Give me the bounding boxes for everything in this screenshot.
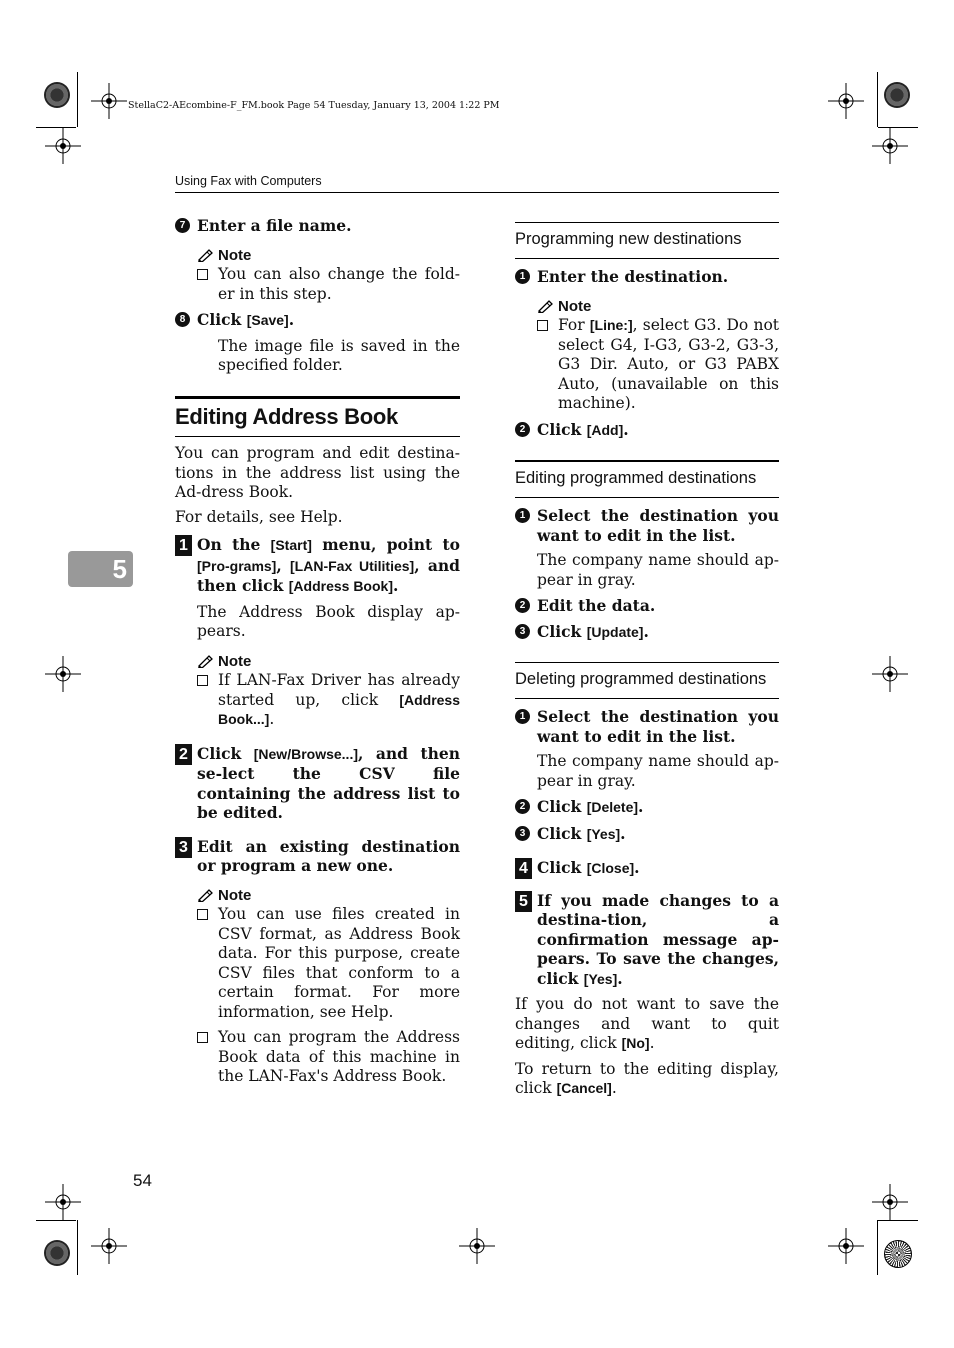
- step-5-body: [515, 995, 779, 1054]
- page-number: 54: [133, 1171, 152, 1190]
- step-number: 4: [515, 858, 532, 879]
- step-text: Click: [537, 858, 587, 877]
- header-rule: [175, 192, 779, 193]
- registration-mark: [91, 1228, 127, 1264]
- lan-fax-utilities-label: [LAN-Fax Utilities]: [290, 557, 415, 574]
- note-text: , select G3. Do not select G4, I-G3, G3-2, G3-3, G3 Dir. Auto, or G3 PABX Auto, (unavailable on this machine).: [558, 316, 779, 412]
- note-block: [175, 652, 460, 730]
- step-3: [175, 837, 460, 876]
- substep-text: Click: [537, 621, 587, 641]
- update-button-label: [Update]: [586, 623, 644, 640]
- step-4: [515, 858, 779, 879]
- details-paragraph: For details, see Help.: [175, 507, 343, 526]
- close-button-label: [Close]: [586, 860, 635, 876]
- step-number: 1: [175, 535, 192, 556]
- note-item: [537, 316, 779, 414]
- body-text: To return to the editing display, click: [515, 1059, 779, 1097]
- note-item: [197, 265, 460, 304]
- step-text: If you made changes to a destina-tion, a confirmation message ap-pears. To save the changes, click: [537, 890, 779, 988]
- pencil-icon: [197, 248, 215, 262]
- substep: [515, 707, 779, 746]
- punct: .: [634, 858, 640, 877]
- step-number: 2: [175, 744, 192, 765]
- checkbox-icon: [197, 1032, 208, 1043]
- step-text: , and then click: [197, 555, 460, 595]
- step-circle: 3: [515, 624, 530, 639]
- substep: [515, 420, 779, 441]
- step-circle: 2: [515, 799, 530, 814]
- substep-text: Click: [537, 823, 587, 843]
- registration-mark: [872, 1184, 908, 1220]
- step-circle: 8: [175, 312, 190, 327]
- note-block: [175, 886, 460, 1087]
- step-circle: 1: [515, 508, 530, 523]
- substep-text: Select the destination you want to edit in the list.: [537, 707, 779, 746]
- yes-button-label: [Yes]: [586, 825, 621, 842]
- registration-mark: [828, 83, 864, 119]
- subsection-title: Deleting programmed destinations: [515, 662, 779, 699]
- yes-button-label: [Yes]: [583, 970, 618, 987]
- punct: .: [620, 823, 626, 843]
- note-text: If LAN-Fax Driver has already started up, click: [218, 671, 460, 709]
- substep-text: Click: [537, 419, 587, 439]
- pencil-icon: [197, 654, 215, 668]
- note-item: [197, 1028, 460, 1087]
- substep-body: The company name should ap-pear in gray.: [537, 752, 779, 790]
- substep-text: Click: [197, 310, 247, 329]
- substep: [515, 596, 779, 616]
- step-circle: 1: [515, 709, 530, 724]
- note-label: Note: [218, 652, 252, 670]
- punct: .: [288, 310, 295, 329]
- note-item: [197, 905, 460, 1022]
- registration-disk: [884, 82, 910, 108]
- note-label: Note: [218, 886, 252, 904]
- step-5-body: [515, 1060, 779, 1099]
- substep: [515, 622, 779, 643]
- step-circle: 7: [175, 218, 190, 233]
- start-menu-label: [Start]: [270, 537, 312, 553]
- punct: .: [617, 968, 623, 988]
- step-text: ,: [276, 555, 291, 575]
- punct: .: [643, 621, 649, 641]
- punct: .: [623, 419, 629, 439]
- substep: [515, 797, 779, 818]
- note-heading: [197, 652, 460, 672]
- step-text: menu, point to: [311, 535, 460, 554]
- step-circle: 1: [515, 269, 530, 284]
- save-button-label: [Save]: [246, 312, 289, 328]
- substep-text: Edit the data.: [537, 596, 656, 615]
- substep-8-body: The image file is saved in the specified folder.: [218, 336, 460, 374]
- address-book-label: [Address Book]: [288, 578, 393, 594]
- substep-text: Select the destination you want to edit in the list.: [537, 506, 779, 545]
- registration-mark: [45, 1184, 81, 1220]
- punct: .: [269, 710, 275, 728]
- step-text: , and then se-lect the CSV file containing the address list to be edited.: [197, 743, 461, 822]
- step-circle: 3: [515, 826, 530, 841]
- step-circle: 2: [515, 422, 530, 437]
- note-text: You can use files created in CSV format, as Address Book data. For this purpose, create CSV files that conform to a certain format. For more information, see Help.: [218, 905, 460, 1021]
- section-title: Editing Address Book: [175, 396, 460, 438]
- checkbox-icon: [197, 675, 208, 686]
- substep-8: [175, 310, 460, 331]
- registration-mark: [45, 128, 81, 164]
- substep: [515, 267, 779, 287]
- step-text: Click: [197, 743, 254, 763]
- subsection-title: Editing programmed destinations: [515, 460, 779, 498]
- registration-mark: [45, 656, 81, 692]
- checkbox-icon: [537, 320, 548, 331]
- note-heading: [197, 246, 460, 266]
- pencil-icon: [197, 888, 215, 902]
- checkbox-icon: [197, 909, 208, 920]
- step-text: On the: [197, 535, 271, 554]
- print-info-line: StellaC2-AEcombine-F_FM.book Page 54 Tuesday, January 13, 2004 1:22 PM: [128, 100, 500, 111]
- step-5: [515, 891, 779, 990]
- chapter-tab: 5: [68, 551, 133, 587]
- delete-button-label: [Delete]: [586, 799, 639, 815]
- pencil-icon: [537, 299, 555, 313]
- registration-disk: [44, 82, 70, 108]
- substep-text: Click: [537, 797, 587, 816]
- add-button-label: [Add]: [586, 421, 624, 438]
- programs-label: [Pro-grams]: [197, 557, 277, 574]
- checkbox-icon: [197, 269, 208, 280]
- cancel-button-label: [Cancel]: [556, 1080, 612, 1096]
- punct: .: [649, 1034, 655, 1052]
- right-column: [515, 222, 779, 1099]
- note-heading: [537, 297, 779, 317]
- substep-text: Enter the destination.: [537, 267, 729, 286]
- note-heading: [197, 886, 460, 906]
- registration-mark: [872, 128, 908, 164]
- note-text: For: [558, 316, 590, 334]
- running-head: Using Fax with Computers: [175, 174, 322, 188]
- registration-disk: [884, 1240, 912, 1268]
- note-item: [197, 671, 460, 730]
- step-number: 3: [175, 837, 192, 858]
- intro-paragraph: You can program and edit destina-tions in the address list using the Ad-dress Book.: [175, 444, 460, 501]
- registration-mark: [872, 656, 908, 692]
- step-number: 5: [515, 891, 532, 912]
- body-text: If you do not want to save the changes and want to quit editing, click: [515, 995, 779, 1052]
- note-block: [175, 246, 460, 305]
- line-field-label: [Line:]: [589, 317, 633, 333]
- note-label: Note: [218, 246, 252, 264]
- step-circle: 2: [515, 598, 530, 613]
- registration-mark: [459, 1228, 495, 1264]
- step-text: Edit an existing destination or program a new one.: [197, 836, 460, 875]
- registration-disk: [44, 1240, 70, 1266]
- note-text: You can program the Address Book data of this machine in the LAN-Fax's Address Book.: [218, 1028, 460, 1085]
- note-block: [515, 297, 779, 414]
- step-1: [175, 535, 460, 597]
- registration-mark: [91, 83, 127, 119]
- substep-body: The company name should ap-pear in gray.: [537, 551, 779, 589]
- note-text: You can also change the fold-er in this step.: [218, 265, 460, 303]
- punct: .: [638, 797, 644, 816]
- left-column: [175, 216, 460, 1087]
- subsection-title: Programming new destinations: [515, 222, 779, 259]
- no-button-label: [No]: [621, 1035, 650, 1051]
- step-1-body: The Address Book display ap-pears.: [197, 602, 460, 640]
- registration-mark: [828, 1228, 864, 1264]
- note-label: Note: [558, 297, 592, 315]
- substep-text: Enter a file name.: [197, 216, 352, 235]
- punct: .: [392, 576, 399, 595]
- substep-7: [175, 216, 460, 236]
- address-book-button-label: [Address Book...]: [218, 691, 460, 727]
- step-2: [175, 744, 460, 823]
- substep: [515, 824, 779, 845]
- punct: .: [611, 1079, 617, 1097]
- new-browse-label: [New/Browse...]: [253, 745, 358, 762]
- substep: [515, 506, 779, 545]
